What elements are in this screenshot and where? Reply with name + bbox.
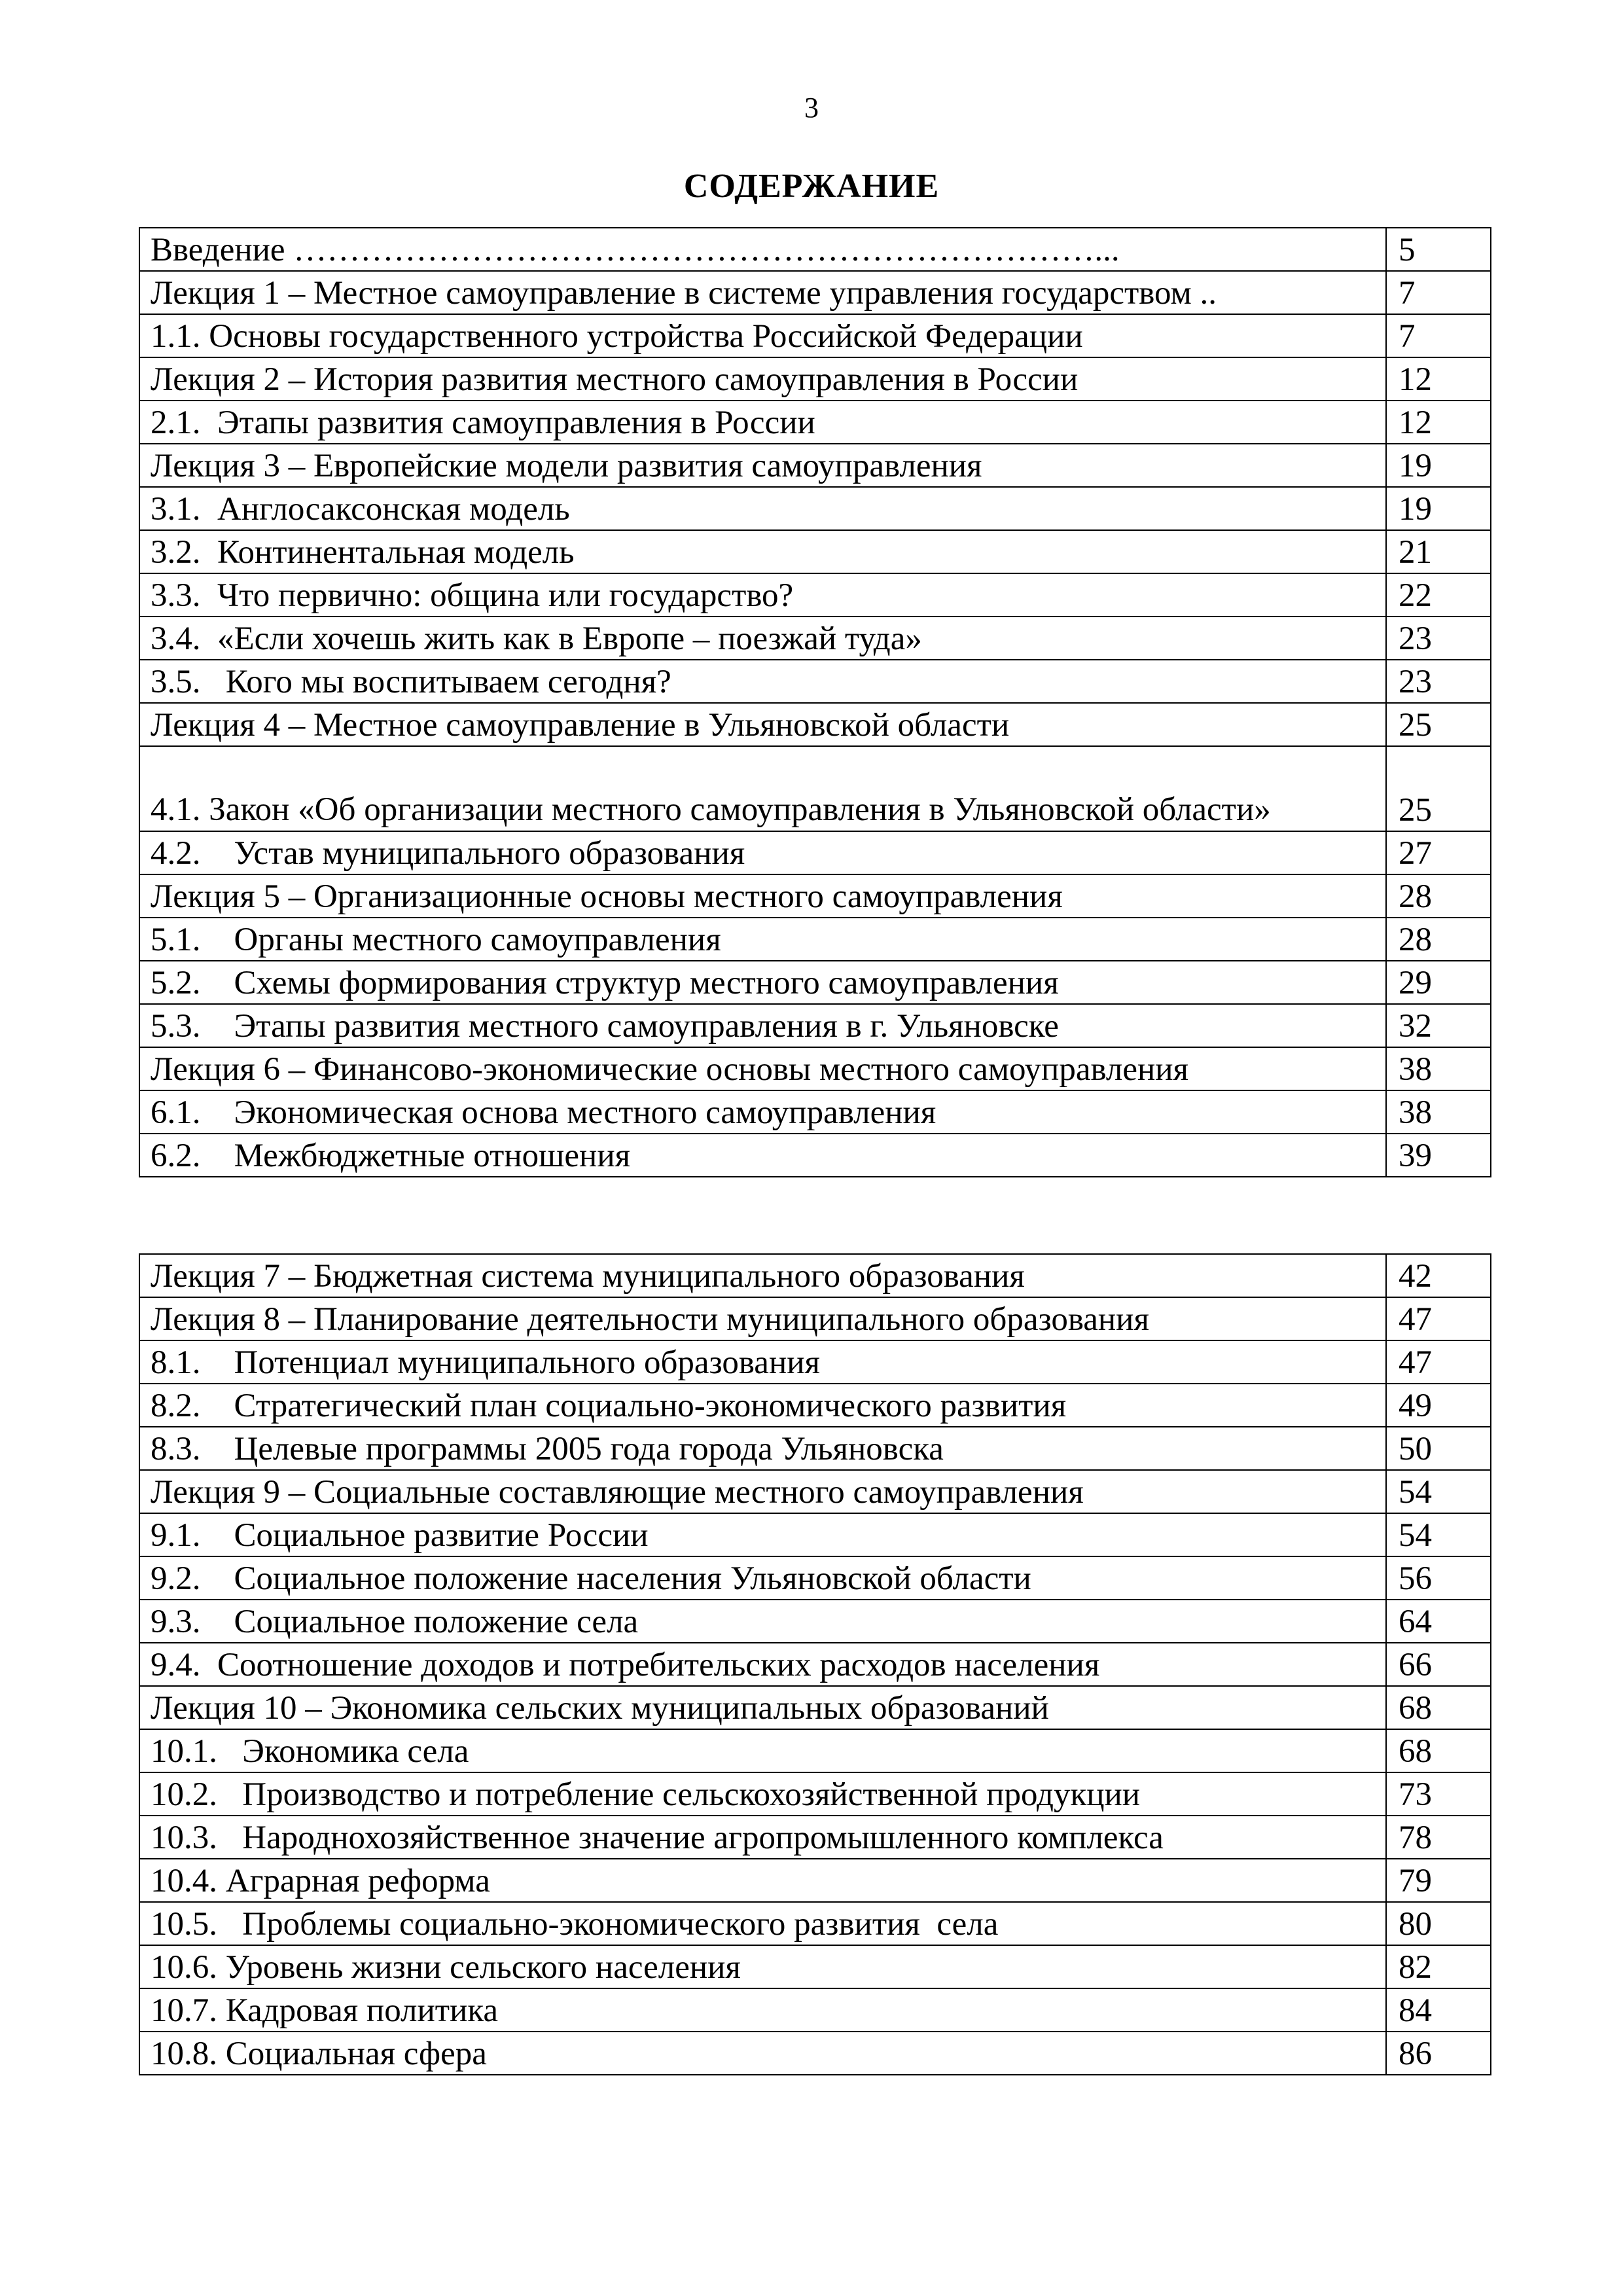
toc-entry-title: Лекция 2 – История развития местного самоуправления в России bbox=[139, 357, 1386, 401]
toc-entry-title: 9.1. Социальное развитие России bbox=[139, 1513, 1386, 1556]
toc-entry-page: 32 bbox=[1386, 1004, 1491, 1047]
toc-row bbox=[139, 1254, 1491, 1297]
toc-row bbox=[139, 487, 1491, 530]
toc-row bbox=[139, 1090, 1491, 1134]
toc-entry-title: 9.4. Соотношение доходов и потребительских расходов населения bbox=[139, 1643, 1386, 1686]
toc-entry-page: 29 bbox=[1386, 961, 1491, 1004]
toc-entry-page: 25 bbox=[1386, 746, 1491, 831]
toc-entry-page: 79 bbox=[1386, 1859, 1491, 1902]
toc-entry-title: 10.4. Аграрная реформа bbox=[139, 1859, 1386, 1902]
toc-entry-title: 8.2. Стратегический план социально-экономического развития bbox=[139, 1384, 1386, 1427]
toc-entry-page: 19 bbox=[1386, 487, 1491, 530]
toc-entry-page: 28 bbox=[1386, 874, 1491, 918]
toc-entry-title: Лекция 9 – Социальные составляющие местного самоуправления bbox=[139, 1470, 1386, 1513]
toc-row bbox=[139, 1600, 1491, 1643]
toc-entry-page: 12 bbox=[1386, 357, 1491, 401]
toc-entry-page: 73 bbox=[1386, 1772, 1491, 1816]
toc-row bbox=[139, 573, 1491, 617]
toc-entry-page: 47 bbox=[1386, 1340, 1491, 1384]
toc-row bbox=[139, 1945, 1491, 1988]
toc-entry-page: 21 bbox=[1386, 530, 1491, 573]
toc-row bbox=[139, 1047, 1491, 1090]
toc-entry-page: 56 bbox=[1386, 1556, 1491, 1600]
toc-entry-page: 47 bbox=[1386, 1297, 1491, 1340]
toc-entry-title: 6.2. Межбюджетные отношения bbox=[139, 1134, 1386, 1177]
toc-entry-title: 5.1. Органы местного самоуправления bbox=[139, 918, 1386, 961]
toc-entry-page: 19 bbox=[1386, 444, 1491, 487]
toc-row bbox=[139, 357, 1491, 401]
toc-entry-title: Лекция 6 – Финансово-экономические основы местного самоуправления bbox=[139, 1047, 1386, 1090]
toc-entry-title: 10.8. Социальная сфера bbox=[139, 2032, 1386, 2075]
toc-entry-title: Лекция 3 – Европейские модели развития самоуправления bbox=[139, 444, 1386, 487]
toc-table-part-1 bbox=[139, 227, 1491, 1177]
toc-entry-page: 68 bbox=[1386, 1729, 1491, 1772]
toc-row bbox=[139, 1004, 1491, 1047]
toc-entry-title: 10.5. Проблемы социально-экономического развития села bbox=[139, 1902, 1386, 1945]
toc-entry-page: 68 bbox=[1386, 1686, 1491, 1729]
toc-entry-title: 4.2. Устав муниципального образования bbox=[139, 831, 1386, 874]
toc-entry-page: 38 bbox=[1386, 1047, 1491, 1090]
toc-entry-page: 25 bbox=[1386, 703, 1491, 746]
toc-row bbox=[139, 530, 1491, 573]
toc-row bbox=[139, 314, 1491, 357]
toc-row bbox=[139, 874, 1491, 918]
toc-entry-title: 10.1. Экономика села bbox=[139, 1729, 1386, 1772]
toc-entry-title: Лекция 8 – Планирование деятельности муниципального образования bbox=[139, 1297, 1386, 1340]
toc-entry-title: 10.3. Народнохозяйственное значение агропромышленного комплекса bbox=[139, 1816, 1386, 1859]
toc-entry-page: 7 bbox=[1386, 271, 1491, 314]
toc-row bbox=[139, 2032, 1491, 2075]
toc-entry-page: 66 bbox=[1386, 1643, 1491, 1686]
toc-entry-page: 22 bbox=[1386, 573, 1491, 617]
toc-row bbox=[139, 1556, 1491, 1600]
toc-entry-title: 9.2. Социальное положение населения Ульяновской области bbox=[139, 1556, 1386, 1600]
toc-entry-title: 10.6. Уровень жизни сельского населения bbox=[139, 1945, 1386, 1988]
toc-entry-page: 12 bbox=[1386, 401, 1491, 444]
toc-entry-title: 10.7. Кадровая политика bbox=[139, 1988, 1386, 2032]
toc-entry-title: 4.1. Закон «Об организации местного самоуправления в Ульяновской области» bbox=[139, 746, 1386, 831]
toc-entry-page: 84 bbox=[1386, 1988, 1491, 2032]
toc-entry-title: 8.1. Потенциал муниципального образования bbox=[139, 1340, 1386, 1384]
toc-row bbox=[139, 1297, 1491, 1340]
toc-entry-page: 38 bbox=[1386, 1090, 1491, 1134]
page-title: СОДЕРЖАНИЕ bbox=[683, 168, 940, 205]
toc-entry-title: Лекция 4 – Местное самоуправление в Ульяновской области bbox=[139, 703, 1386, 746]
toc-row bbox=[139, 1470, 1491, 1513]
toc-row bbox=[139, 961, 1491, 1004]
toc-row bbox=[139, 660, 1491, 703]
toc-row bbox=[139, 1988, 1491, 2032]
toc-entry-title: 8.3. Целевые программы 2005 года города Ульяновска bbox=[139, 1427, 1386, 1470]
toc-row bbox=[139, 1729, 1491, 1772]
toc-entry-title: 3.2. Континентальная модель bbox=[139, 530, 1386, 573]
toc-entry-title: 3.3. Что первично: община или государство? bbox=[139, 573, 1386, 617]
toc-row bbox=[139, 1686, 1491, 1729]
toc-row bbox=[139, 228, 1491, 271]
toc-entry-page: 49 bbox=[1386, 1384, 1491, 1427]
toc-row bbox=[139, 617, 1491, 660]
toc-table-part-2 bbox=[139, 1253, 1491, 2075]
toc-entry-page: 28 bbox=[1386, 918, 1491, 961]
toc-row bbox=[139, 1134, 1491, 1177]
page-number: 3 bbox=[804, 92, 819, 124]
toc-entry-page: 23 bbox=[1386, 617, 1491, 660]
toc-row bbox=[139, 1427, 1491, 1470]
toc-entry-page: 39 bbox=[1386, 1134, 1491, 1177]
toc-row bbox=[139, 271, 1491, 314]
toc-row bbox=[139, 401, 1491, 444]
toc-entry-title: 1.1. Основы государственного устройства Российской Федерации bbox=[139, 314, 1386, 357]
toc-entry-page: 50 bbox=[1386, 1427, 1491, 1470]
toc-entry-page: 80 bbox=[1386, 1902, 1491, 1945]
toc-row bbox=[139, 444, 1491, 487]
toc-entry-title: Лекция 1 – Местное самоуправление в системе управления государством .. bbox=[139, 271, 1386, 314]
toc-entry-page: 27 bbox=[1386, 831, 1491, 874]
toc-row bbox=[139, 703, 1491, 746]
toc-entry-page: 54 bbox=[1386, 1470, 1491, 1513]
toc-row bbox=[139, 1340, 1491, 1384]
toc-entry-title: 3.5. Кого мы воспитываем сегодня? bbox=[139, 660, 1386, 703]
toc-row bbox=[139, 1513, 1491, 1556]
toc-entry-page: 54 bbox=[1386, 1513, 1491, 1556]
toc-entry-title: 6.1. Экономическая основа местного самоуправления bbox=[139, 1090, 1386, 1134]
toc-entry-title: Лекция 10 – Экономика сельских муниципальных образований bbox=[139, 1686, 1386, 1729]
toc-row bbox=[139, 1772, 1491, 1816]
toc-row bbox=[139, 1384, 1491, 1427]
toc-entry-page: 23 bbox=[1386, 660, 1491, 703]
toc-entry-page: 82 bbox=[1386, 1945, 1491, 1988]
toc-entry-title: 3.4. «Если хочешь жить как в Европе – поезжай туда» bbox=[139, 617, 1386, 660]
toc-entry-page: 64 bbox=[1386, 1600, 1491, 1643]
toc-entry-page: 78 bbox=[1386, 1816, 1491, 1859]
toc-entry-page: 42 bbox=[1386, 1254, 1491, 1297]
toc-row bbox=[139, 918, 1491, 961]
toc-row bbox=[139, 746, 1491, 831]
toc-entry-title: Введение ………………………………………………………………... bbox=[139, 228, 1386, 271]
toc-row bbox=[139, 831, 1491, 874]
toc-entry-page: 7 bbox=[1386, 314, 1491, 357]
toc-entry-title: Лекция 5 – Организационные основы местного самоуправления bbox=[139, 874, 1386, 918]
toc-entry-title: 5.2. Схемы формирования структур местного самоуправления bbox=[139, 961, 1386, 1004]
toc-row bbox=[139, 1643, 1491, 1686]
toc-entry-page: 5 bbox=[1386, 228, 1491, 271]
toc-entry-title: 10.2. Производство и потребление сельскохозяйственной продукции bbox=[139, 1772, 1386, 1816]
toc-entry-page: 86 bbox=[1386, 2032, 1491, 2075]
toc-entry-title: 9.3. Социальное положение села bbox=[139, 1600, 1386, 1643]
toc-entry-title: 2.1. Этапы развития самоуправления в России bbox=[139, 401, 1386, 444]
toc-row bbox=[139, 1859, 1491, 1902]
toc-entry-title: Лекция 7 – Бюджетная система муниципального образования bbox=[139, 1254, 1386, 1297]
toc-row bbox=[139, 1902, 1491, 1945]
toc-entry-title: 5.3. Этапы развития местного самоуправления в г. Ульяновске bbox=[139, 1004, 1386, 1047]
toc-row bbox=[139, 1816, 1491, 1859]
toc-entry-title: 3.1. Англосаксонская модель bbox=[139, 487, 1386, 530]
